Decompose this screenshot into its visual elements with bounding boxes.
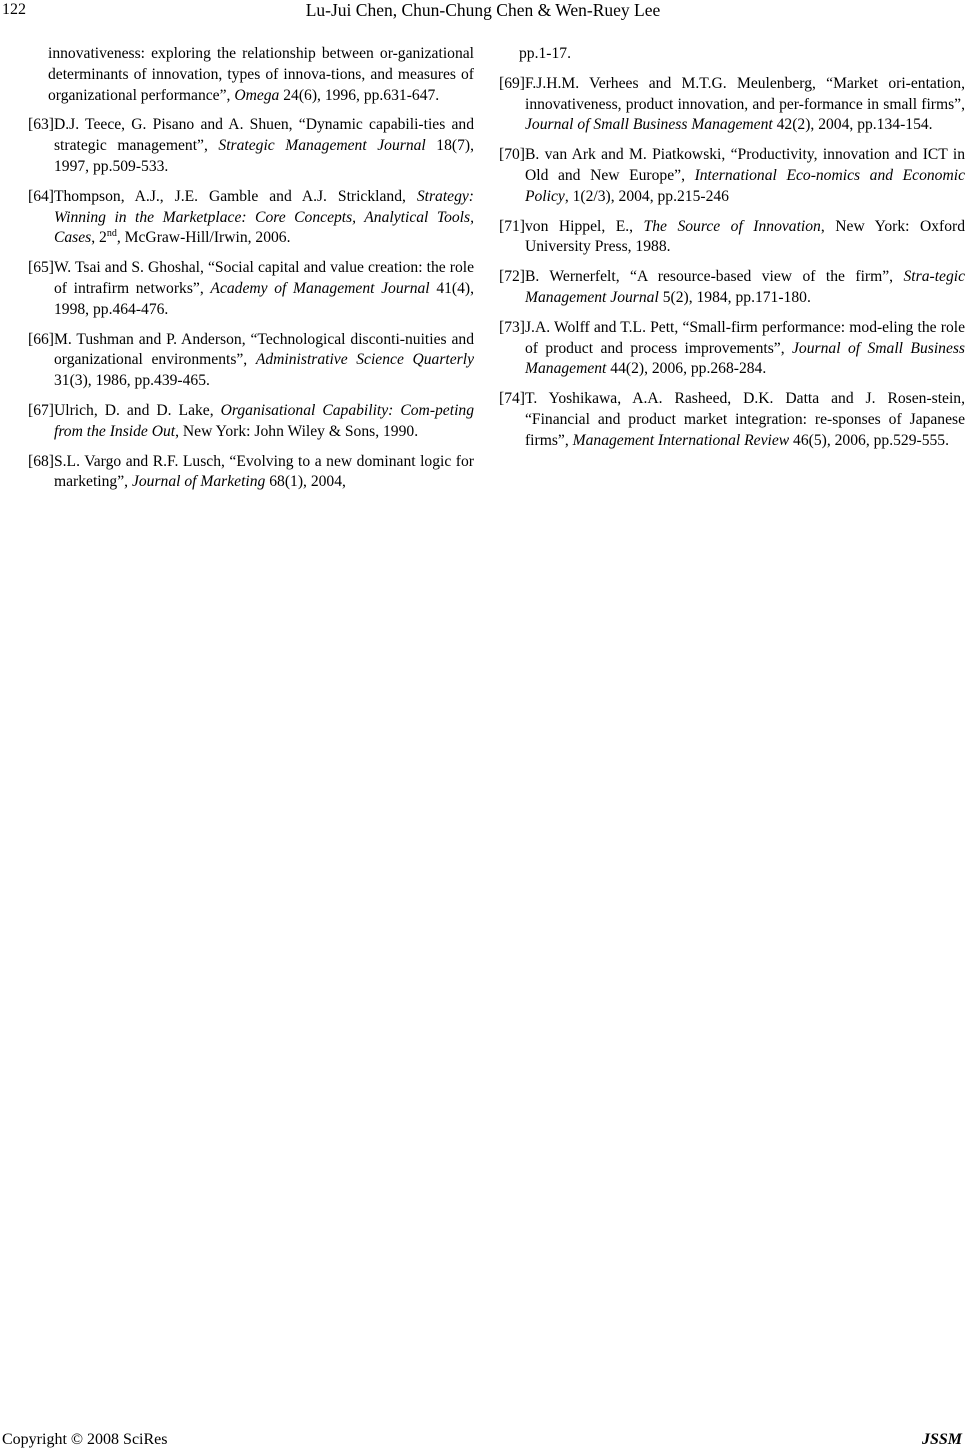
reference-number: [65] <box>28 259 54 277</box>
reference-source-title: Strategic Management Journal <box>218 137 426 155</box>
journal-abbreviation: JSSM <box>921 1431 962 1448</box>
reference-source-title: Academy of Management Journal <box>210 279 430 297</box>
reference-number: [74] <box>499 390 525 408</box>
reference-segment: B. van Ark and M. Piatkowski, “Productivity, innovation and ICT in Old and New Europe”, <box>524 146 965 184</box>
reference-segment: , McGraw-Hill/Irwin, 2006. <box>116 229 291 247</box>
reference-number: [68] <box>28 452 54 470</box>
reference-entry <box>499 267 965 309</box>
reference-number: [71] <box>499 217 525 235</box>
reference-segment: W. Tsai and S. Ghoshal, “Social capital and value creation: the role of intrafirm networks”, <box>53 259 474 297</box>
reference-number: [69] <box>499 74 525 92</box>
reference-segment: 68(1), 2004, <box>265 473 346 491</box>
reference-segment: Ulrich, D. and D. Lake, <box>53 401 221 419</box>
reference-source-title: Omega <box>234 86 280 104</box>
reference-text <box>54 330 474 392</box>
reference-segment: nd <box>106 228 117 240</box>
reference-source-title: Management International Review <box>572 431 790 449</box>
reference-entry <box>28 115 474 177</box>
reference-segment: 31(3), 1986, pp.439-465. <box>53 372 210 390</box>
reference-entry <box>28 330 474 392</box>
page-header <box>0 0 966 22</box>
right-column-references <box>499 44 965 461</box>
reference-number <box>499 44 519 65</box>
reference-text <box>54 115 474 177</box>
reference-text <box>525 267 965 309</box>
reference-segment: innovativeness: exploring the relationship between or-ganizational determinants of innovation, types of innova-tions, and measures of organizational performance”, <box>48 45 474 104</box>
reference-segment: D.J. Teece, G. Pisano and A. Shuen, “Dynamic capabili-ties and strategic management”, <box>53 116 474 155</box>
reference-entry <box>499 145 965 207</box>
reference-number: [72] <box>499 268 525 286</box>
reference-entry <box>499 74 965 136</box>
reference-source-title: International Eco-nomics and Economic Policy <box>524 166 965 205</box>
reference-segment: pp.1-17. <box>519 45 571 62</box>
reference-segment: 18(7), 1997, pp.509-533. <box>53 137 474 175</box>
page-number: 122 <box>2 1 26 18</box>
reference-number <box>28 44 48 106</box>
reference-source-title: Administrative Science Quarterly <box>255 351 474 369</box>
reference-entry <box>499 389 965 451</box>
reference-number: [64] <box>28 187 54 205</box>
reference-segment: T. Yoshikawa, A.A. Rasheed, D.K. Datta and J. Rosen-stein, “Financial and product market integration: re-sponses of Japanese firms”, <box>524 390 965 449</box>
reference-text <box>54 452 474 494</box>
reference-segment: von Hippel, E., <box>524 217 644 235</box>
reference-source-title: Organisational Capability: Com-peting from the Inside Out <box>53 401 474 440</box>
reference-source-title: Stra-tegic Management Journal <box>524 268 965 306</box>
reference-source-title: Journal of Small Business Management <box>524 339 966 378</box>
reference-segment: 44(2), 2006, pp.268-284. <box>606 360 767 378</box>
reference-segment: , 2 <box>91 229 107 247</box>
reference-text <box>54 401 474 443</box>
reference-text <box>525 389 965 451</box>
reference-segment: , New York: John Wiley & Sons, 1990. <box>175 422 419 440</box>
reference-segment: F.J.H.M. Verhees and M.T.G. Meulenberg, “Market ori-entation, innovativeness, product innovation, and per-formance in small firms”, <box>524 74 965 113</box>
reference-text <box>525 145 965 207</box>
reference-text <box>54 187 474 249</box>
reference-segment: S.L. Vargo and R.F. Lusch, “Evolving to a new dominant logic for marketing”, <box>53 452 474 491</box>
reference-continuation <box>499 44 965 65</box>
reference-entry <box>28 452 474 494</box>
reference-number: [70] <box>499 146 525 164</box>
reference-segment: 24(6), 1996, pp.631-647. <box>279 86 440 104</box>
reference-text <box>48 44 474 106</box>
reference-segment: 42(2), 2004, pp.134-154. <box>772 116 933 134</box>
reference-number: [67] <box>28 401 54 419</box>
left-column-references <box>28 44 474 502</box>
copyright-notice: Copyright © 2008 SciRes <box>2 1431 168 1448</box>
reference-segment: Thompson, A.J., J.E. Gamble and A.J. Strickland, <box>53 187 417 205</box>
reference-segment: B. Wernerfelt, “A resource-based view of the firm”, <box>524 268 904 286</box>
reference-segment: 41(4), 1998, pp.464-476. <box>53 279 475 318</box>
reference-continuation <box>28 44 474 106</box>
reference-entry <box>499 217 965 259</box>
reference-text <box>525 74 965 136</box>
reference-source-title: The Source of Innovation <box>643 217 821 235</box>
reference-segment: 5(2), 1984, pp.171-180. <box>658 288 811 306</box>
reference-entry <box>499 318 965 380</box>
reference-segment: M. Tushman and P. Anderson, “Technological disconti-nuities and organizational environments”, <box>53 330 474 369</box>
reference-number: [63] <box>28 116 54 134</box>
reference-source-title: Journal of Marketing <box>131 473 266 491</box>
reference-segment: , New York: Oxford University Press, 1988. <box>524 217 965 256</box>
reference-text <box>54 258 474 320</box>
reference-source-title: Strategy: Winning in the Marketplace: Core Concepts, Analytical Tools, Cases <box>53 187 474 247</box>
reference-text <box>519 44 965 65</box>
reference-number: [73] <box>499 318 525 336</box>
reference-segment: J.A. Wolff and T.L. Pett, “Small-firm performance: mod-eling the role of product and process improvements”, <box>524 318 965 357</box>
reference-segment: 46(5), 2006, pp.529-555. <box>789 431 949 449</box>
reference-entry <box>28 187 474 249</box>
page-footer <box>0 1431 966 1451</box>
reference-number: [66] <box>28 330 54 348</box>
reference-text <box>525 217 965 259</box>
reference-entry <box>28 401 474 443</box>
running-title: Lu-Jui Chen, Chun-Chung Chen & Wen-Ruey Lee <box>305 0 661 20</box>
reference-entry <box>28 258 474 320</box>
reference-text <box>525 318 965 380</box>
reference-segment: , 1(2/3), 2004, pp.215-246 <box>564 187 729 205</box>
reference-source-title: Journal of Small Business Management <box>524 116 773 134</box>
